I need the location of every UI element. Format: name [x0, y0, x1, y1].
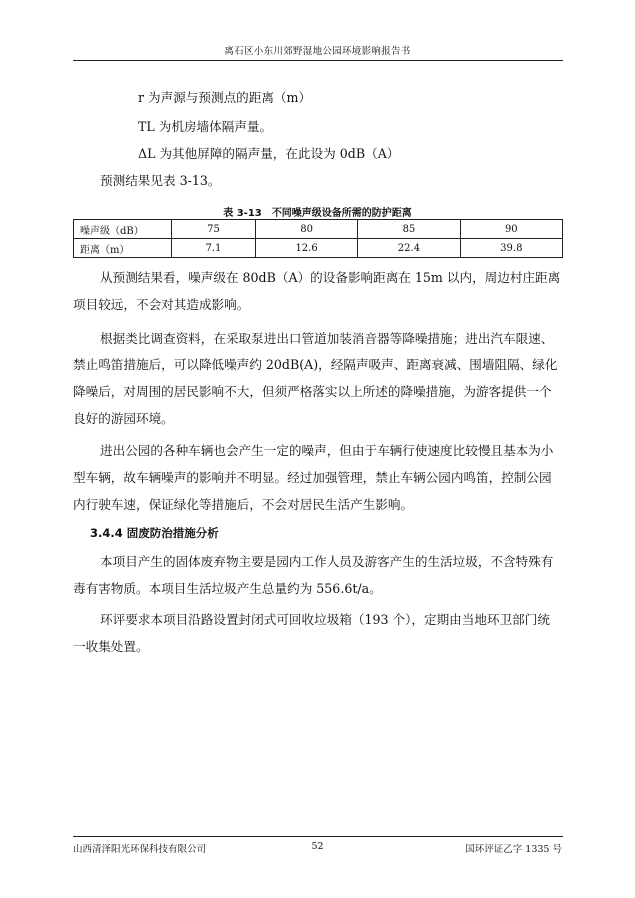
table-cell: 12.6	[255, 239, 357, 258]
table-cell: 75	[172, 220, 256, 239]
table-cell: 80	[255, 220, 357, 239]
body-line: 项目较远，不会对其造成影响。	[73, 297, 250, 312]
definition-delta-l: ΔL 为其他屏障的隔声量，在此设为 0dB（A）	[138, 146, 400, 161]
footer-company: 山西清泽阳光环保科技有限公司	[73, 844, 207, 855]
table-cell: 85	[358, 220, 460, 239]
body-line: 一收集处置。	[73, 639, 149, 654]
table-row	[74, 239, 563, 258]
page-number: 52	[311, 841, 324, 852]
definition-r: r 为声源与预测点的距离（m）	[138, 90, 312, 105]
running-header: 离石区小东川郊野湿地公园环境影响报告书	[224, 46, 411, 57]
table-cell: 7.1	[172, 239, 256, 258]
body-line: 毒有害物质。本项目生活垃圾产生总量约为 556.6t/a。	[73, 581, 382, 596]
footer-cert: 国环评证乙字 1335 号	[465, 844, 562, 855]
definition-tl: TL 为机房墙体隔声量。	[138, 119, 273, 134]
body-line: 根据类比调查资料，在采取泵进出口管道加装消音器等降噪措施；进出汽车限速、	[100, 331, 554, 346]
body-line: 环评要求本项目沿路设置封闭式可回收垃圾箱（193 个），定期由当地环卫部门统	[100, 612, 550, 627]
body-line: 禁止鸣笛措施后，可以降低噪声约 20dB(A)，经隔声吸声、距离衰减、围墙阻隔、绿化	[73, 357, 558, 372]
section-heading: 3.4.4 固废防治措施分析	[90, 526, 219, 540]
row-label: 距离（m）	[74, 239, 172, 258]
intro-text: 预测结果见表 3-13。	[100, 173, 221, 188]
footer-rule	[73, 836, 563, 837]
table-cell: 22.4	[358, 239, 460, 258]
body-line: 降噪后，对周围的居民影响不大，但须严格落实以上所述的降噪措施，为游客提供一个	[73, 384, 552, 399]
body-line: 进出公园的各种车辆也会产生一定的噪声，但由于车辆行使速度比较慢且基本为小	[100, 443, 554, 458]
table-cell: 39.8	[460, 239, 562, 258]
row-label: 噪声级（dB）	[74, 220, 172, 239]
body-line: 良好的游园环境。	[73, 411, 174, 426]
protection-distance-table	[73, 219, 563, 258]
body-line: 从预测结果看，噪声级在 80dB（A）的设备影响距离在 15m 以内，周边村庄距离	[100, 270, 561, 285]
table-row	[74, 220, 563, 239]
header-rule	[73, 60, 563, 61]
table-caption: 表 3-13 不同噪声级设备所需的防护距离	[223, 208, 412, 219]
table-cell: 90	[460, 220, 562, 239]
body-line: 本项目产生的固体废弃物主要是园内工作人员及游客产生的生活垃圾，不含特殊有	[100, 554, 554, 569]
body-line: 型车辆，故车辆噪声的影响并不明显。经过加强管理，禁止车辆公园内鸣笛，控制公园	[73, 470, 552, 485]
body-line: 内行驶车速，保证绿化等措施后，不会对居民生活产生影响。	[73, 497, 414, 512]
